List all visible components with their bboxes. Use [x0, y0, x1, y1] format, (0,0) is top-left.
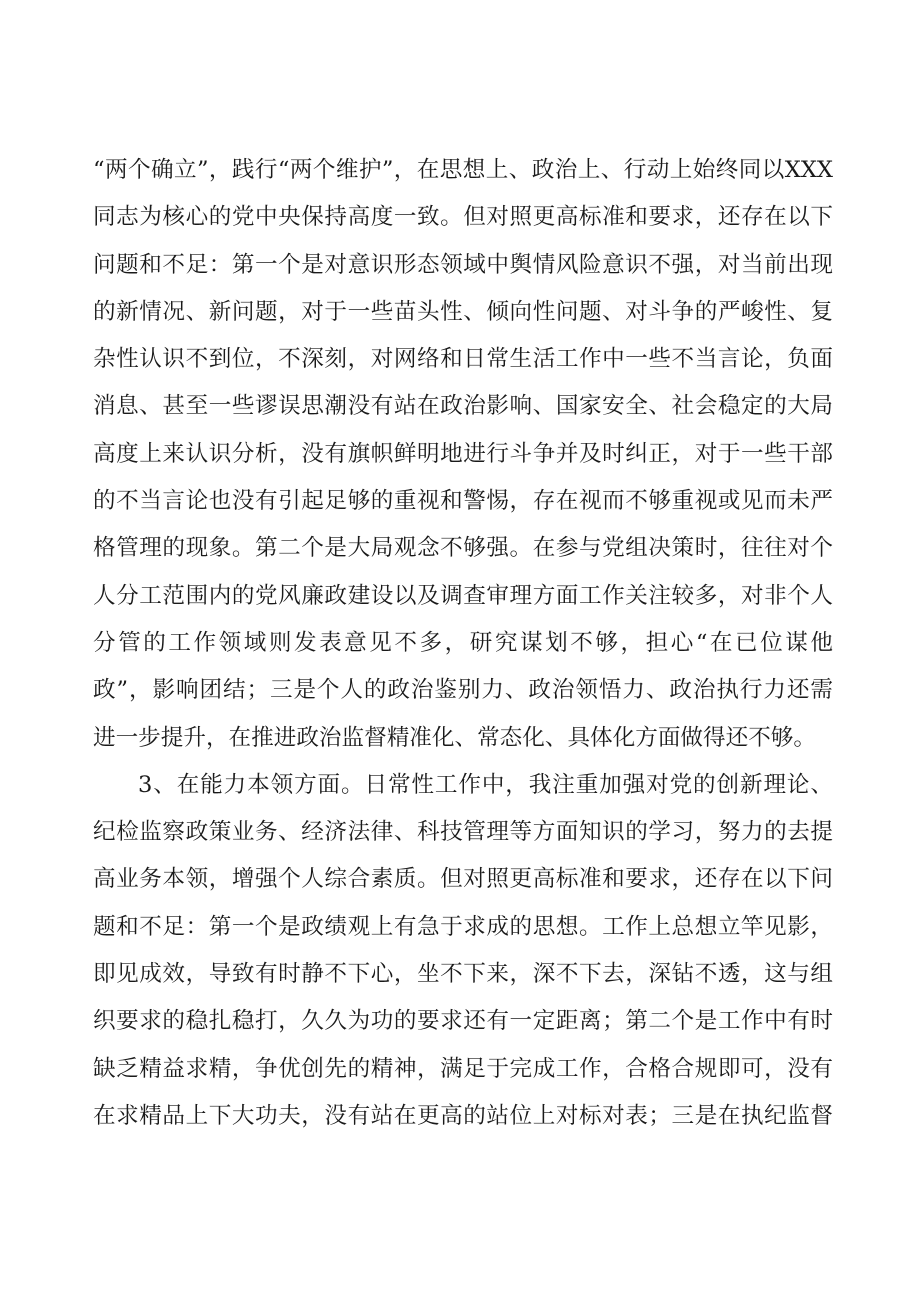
- text-line: 高度上来认识分析，没有旗帜鲜明地进行斗争并及时纠正，对于一些干部: [93, 440, 833, 467]
- text-line: 问题和不足：第一个是对意识形态领域中舆情风险意识不强，对当前出现: [93, 251, 833, 278]
- text-line: 的新情况、新问题，对于一些苗头性、倾向性问题、对斗争的严峻性、复: [93, 298, 833, 325]
- text-line: 题和不足：第一个是政绩观上有急于求成的思想。工作上总想立竿见影，: [93, 913, 833, 940]
- text-line: 杂性认识不到位，不深刻，对网络和日常生活工作中一些不当言论，负面: [93, 346, 833, 373]
- text-line: 高业务本领，增强个人综合素质。但对照更高标准和要求，还存在以下问: [93, 866, 833, 893]
- text-line: 消息、甚至一些谬误思潮没有站在政治影响、国家安全、社会稳定的大局: [93, 393, 833, 420]
- text-line: 的不当言论也没有引起足够的重视和警惕，存在视而不够重视或见而未严: [93, 488, 833, 515]
- body-text: [93, 147, 833, 1140]
- text-line: 同志为核心的党中央保持高度一致。但对照更高标准和要求，还存在以下: [93, 204, 833, 231]
- text-line: 政”，影响团结；三是个人的政治鉴别力、政治领悟力、政治执行力还需: [93, 677, 833, 704]
- text-line: “两个确立”，践行“两个维护”，在思想上、政治上、行动上始终同以XXX: [93, 157, 833, 183]
- text-line: 分管的工作领域则发表意见不多，研究谋划不够，担心“在已位谋他: [93, 629, 833, 656]
- text-line: 缺乏精益求精，争优创先的精神，满足于完成工作，合格合规即可，没有: [93, 1055, 833, 1082]
- text-line: 进一步提升，在推进政治监督精准化、常态化、具体化方面做得还不够。: [93, 724, 816, 751]
- text-line: 在求精品上下大功夫，没有站在更高的站位上对标对表；三是在执纪监督: [93, 1102, 833, 1129]
- section-heading-line: 3、在能力本领方面。日常性工作中，我注重加强对党的创新理论、: [138, 771, 833, 798]
- text-line: 格管理的现象。第二个是大局观念不够强。在参与党组决策时，往往对个: [93, 535, 833, 562]
- text-line: 纪检监察政策业务、经济法律、科技管理等方面知识的学习，努力的去提: [93, 819, 833, 846]
- text-line: 织要求的稳扎稳打，久久为功的要求还有一定距离；第二个是工作中有时: [93, 1008, 833, 1035]
- text-line: 即见成效，导致有时静不下心，坐不下来，深不下去，深钻不透，这与组: [93, 961, 833, 988]
- text-line: 人分工范围内的党风廉政建设以及调查审理方面工作关注较多，对非个人: [93, 582, 833, 609]
